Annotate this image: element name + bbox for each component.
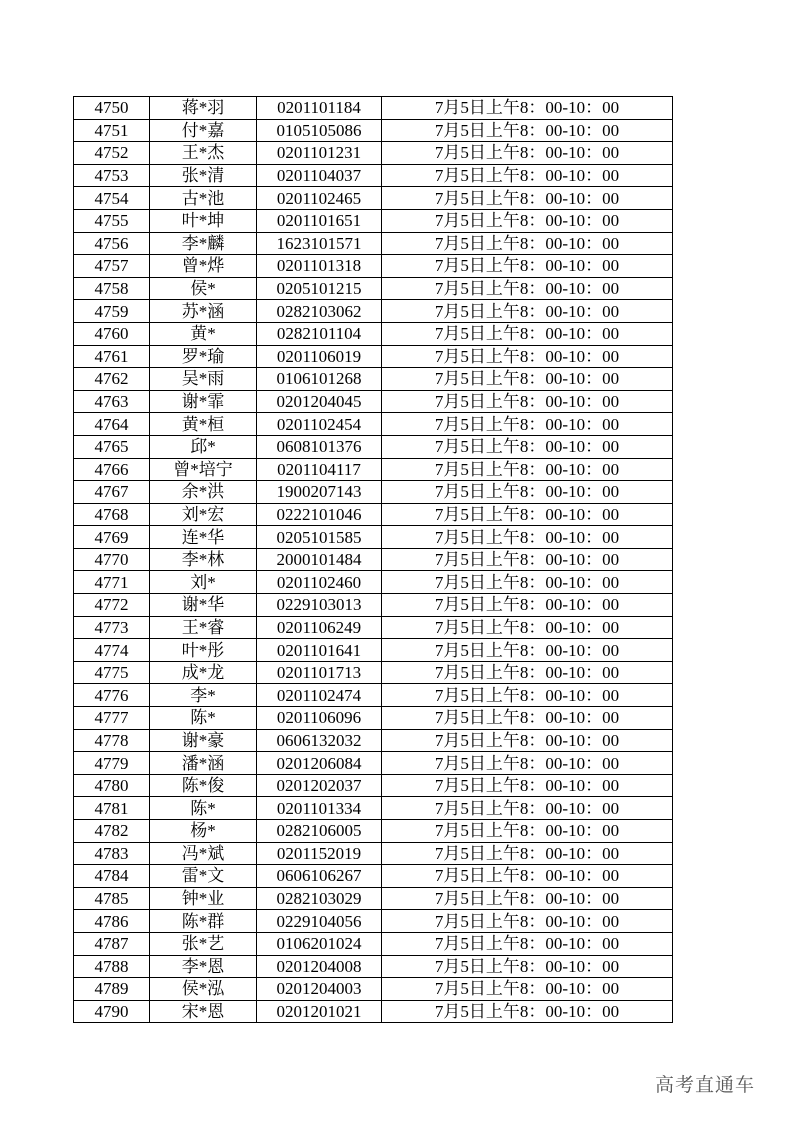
table-row (74, 752, 673, 775)
exam-time-cell: 7月5日上午8：00-10：00 (382, 978, 673, 1001)
roster-body (74, 97, 673, 1023)
exam-time-cell: 7月5日上午8：00-10：00 (382, 887, 673, 910)
id-number-cell: 0201102465 (257, 187, 382, 210)
name-cell: 冯*斌 (150, 842, 257, 865)
table-row (74, 413, 673, 436)
table-row (74, 481, 673, 504)
table-row (74, 594, 673, 617)
name-cell: 成*龙 (150, 661, 257, 684)
exam-time-cell: 7月5日上午8：00-10：00 (382, 707, 673, 730)
id-number-cell: 0201101231 (257, 142, 382, 165)
name-cell: 刘*宏 (150, 503, 257, 526)
id-number-cell: 0201102454 (257, 413, 382, 436)
id-number-cell: 0201101184 (257, 97, 382, 120)
exam-time-cell: 7月5日上午8：00-10：00 (382, 232, 673, 255)
id-number-cell: 1900207143 (257, 481, 382, 504)
exam-time-cell: 7月5日上午8：00-10：00 (382, 820, 673, 843)
id-number-cell: 0201104117 (257, 458, 382, 481)
name-cell: 陈* (150, 797, 257, 820)
name-cell: 王*杰 (150, 142, 257, 165)
name-cell: 刘* (150, 571, 257, 594)
row-number-cell: 4750 (74, 97, 150, 120)
name-cell: 王*睿 (150, 616, 257, 639)
table-row (74, 820, 673, 843)
row-number-cell: 4787 (74, 932, 150, 955)
table-row (74, 119, 673, 142)
exam-time-cell: 7月5日上午8：00-10：00 (382, 548, 673, 571)
row-number-cell: 4776 (74, 684, 150, 707)
row-number-cell: 4781 (74, 797, 150, 820)
id-number-cell: 0608101376 (257, 435, 382, 458)
name-cell: 黄*桓 (150, 413, 257, 436)
row-number-cell: 4752 (74, 142, 150, 165)
row-number-cell: 4764 (74, 413, 150, 436)
name-cell: 陈* (150, 707, 257, 730)
exam-time-cell: 7月5日上午8：00-10：00 (382, 209, 673, 232)
row-number-cell: 4788 (74, 955, 150, 978)
id-number-cell: 0282101104 (257, 322, 382, 345)
row-number-cell: 4769 (74, 526, 150, 549)
exam-time-cell: 7月5日上午8：00-10：00 (382, 865, 673, 888)
name-cell: 吴*雨 (150, 368, 257, 391)
id-number-cell: 0201202037 (257, 774, 382, 797)
table-row (74, 729, 673, 752)
id-number-cell: 0201201021 (257, 1000, 382, 1023)
table-row (74, 503, 673, 526)
id-number-cell: 0282106005 (257, 820, 382, 843)
table-row (74, 684, 673, 707)
table-row (74, 865, 673, 888)
row-number-cell: 4779 (74, 752, 150, 775)
exam-time-cell: 7月5日上午8：00-10：00 (382, 842, 673, 865)
id-number-cell: 0201101334 (257, 797, 382, 820)
row-number-cell: 4786 (74, 910, 150, 933)
id-number-cell: 0282103062 (257, 300, 382, 323)
table-row (74, 910, 673, 933)
id-number-cell: 0201204008 (257, 955, 382, 978)
name-cell: 李* (150, 684, 257, 707)
table-row (74, 1000, 673, 1023)
id-number-cell: 0201206084 (257, 752, 382, 775)
name-cell: 曾*培宁 (150, 458, 257, 481)
name-cell: 叶*坤 (150, 209, 257, 232)
row-number-cell: 4770 (74, 548, 150, 571)
table-row (74, 548, 673, 571)
row-number-cell: 4765 (74, 435, 150, 458)
exam-time-cell: 7月5日上午8：00-10：00 (382, 435, 673, 458)
id-number-cell: 0205101585 (257, 526, 382, 549)
row-number-cell: 4775 (74, 661, 150, 684)
exam-time-cell: 7月5日上午8：00-10：00 (382, 481, 673, 504)
exam-time-cell: 7月5日上午8：00-10：00 (382, 1000, 673, 1023)
name-cell: 叶*彤 (150, 639, 257, 662)
id-number-cell: 0201102460 (257, 571, 382, 594)
id-number-cell: 0106201024 (257, 932, 382, 955)
exam-time-cell: 7月5日上午8：00-10：00 (382, 729, 673, 752)
name-cell: 谢*霏 (150, 390, 257, 413)
exam-time-cell: 7月5日上午8：00-10：00 (382, 616, 673, 639)
name-cell: 潘*涵 (150, 752, 257, 775)
id-number-cell: 0606132032 (257, 729, 382, 752)
table-row (74, 616, 673, 639)
row-number-cell: 4760 (74, 322, 150, 345)
row-number-cell: 4771 (74, 571, 150, 594)
table-row (74, 932, 673, 955)
watermark-text: 高考直通车 (655, 1074, 756, 1096)
row-number-cell: 4758 (74, 277, 150, 300)
name-cell: 李*林 (150, 548, 257, 571)
exam-time-cell: 7月5日上午8：00-10：00 (382, 594, 673, 617)
table-row (74, 187, 673, 210)
exam-time-cell: 7月5日上午8：00-10：00 (382, 503, 673, 526)
id-number-cell: 0201101318 (257, 255, 382, 278)
exam-time-cell: 7月5日上午8：00-10：00 (382, 142, 673, 165)
exam-time-cell: 7月5日上午8：00-10：00 (382, 571, 673, 594)
id-number-cell: 0205101215 (257, 277, 382, 300)
exam-roster-table (73, 96, 673, 1023)
table-row (74, 209, 673, 232)
row-number-cell: 4766 (74, 458, 150, 481)
name-cell: 邱* (150, 435, 257, 458)
exam-time-cell: 7月5日上午8：00-10：00 (382, 345, 673, 368)
exam-time-cell: 7月5日上午8：00-10：00 (382, 752, 673, 775)
id-number-cell: 2000101484 (257, 548, 382, 571)
name-cell: 连*华 (150, 526, 257, 549)
row-number-cell: 4761 (74, 345, 150, 368)
table-row (74, 842, 673, 865)
exam-time-cell: 7月5日上午8：00-10：00 (382, 255, 673, 278)
row-number-cell: 4759 (74, 300, 150, 323)
table-row (74, 458, 673, 481)
row-number-cell: 4767 (74, 481, 150, 504)
table-row (74, 97, 673, 120)
table-row (74, 661, 673, 684)
exam-time-cell: 7月5日上午8：00-10：00 (382, 639, 673, 662)
table-row (74, 526, 673, 549)
name-cell: 曾*烨 (150, 255, 257, 278)
id-number-cell: 0201106249 (257, 616, 382, 639)
id-number-cell: 0201101713 (257, 661, 382, 684)
name-cell: 张*清 (150, 164, 257, 187)
id-number-cell: 0229104056 (257, 910, 382, 933)
name-cell: 侯*泓 (150, 978, 257, 1001)
row-number-cell: 4777 (74, 707, 150, 730)
id-number-cell: 0282103029 (257, 887, 382, 910)
table-row (74, 300, 673, 323)
exam-time-cell: 7月5日上午8：00-10：00 (382, 955, 673, 978)
name-cell: 张*艺 (150, 932, 257, 955)
id-number-cell: 1623101571 (257, 232, 382, 255)
name-cell: 蒋*羽 (150, 97, 257, 120)
name-cell: 李*恩 (150, 955, 257, 978)
name-cell: 陈*俊 (150, 774, 257, 797)
id-number-cell: 0201152019 (257, 842, 382, 865)
row-number-cell: 4785 (74, 887, 150, 910)
name-cell: 罗*瑜 (150, 345, 257, 368)
table-row (74, 277, 673, 300)
name-cell: 付*嘉 (150, 119, 257, 142)
row-number-cell: 4754 (74, 187, 150, 210)
table-row (74, 142, 673, 165)
exam-time-cell: 7月5日上午8：00-10：00 (382, 322, 673, 345)
row-number-cell: 4755 (74, 209, 150, 232)
exam-time-cell: 7月5日上午8：00-10：00 (382, 910, 673, 933)
name-cell: 谢*华 (150, 594, 257, 617)
name-cell: 谢*豪 (150, 729, 257, 752)
name-cell: 雷*文 (150, 865, 257, 888)
exam-time-cell: 7月5日上午8：00-10：00 (382, 164, 673, 187)
table-row (74, 345, 673, 368)
id-number-cell: 0606106267 (257, 865, 382, 888)
row-number-cell: 4757 (74, 255, 150, 278)
row-number-cell: 4753 (74, 164, 150, 187)
id-number-cell: 0201104037 (257, 164, 382, 187)
table-row (74, 435, 673, 458)
id-number-cell: 0201101651 (257, 209, 382, 232)
table-row (74, 774, 673, 797)
id-number-cell: 0201204045 (257, 390, 382, 413)
table-row (74, 978, 673, 1001)
exam-time-cell: 7月5日上午8：00-10：00 (382, 684, 673, 707)
row-number-cell: 4768 (74, 503, 150, 526)
row-number-cell: 4780 (74, 774, 150, 797)
name-cell: 宋*恩 (150, 1000, 257, 1023)
name-cell: 苏*涵 (150, 300, 257, 323)
id-number-cell: 0201101641 (257, 639, 382, 662)
table-row (74, 255, 673, 278)
exam-time-cell: 7月5日上午8：00-10：00 (382, 932, 673, 955)
row-number-cell: 4762 (74, 368, 150, 391)
row-number-cell: 4772 (74, 594, 150, 617)
name-cell: 侯* (150, 277, 257, 300)
id-number-cell: 0201106019 (257, 345, 382, 368)
id-number-cell: 0229103013 (257, 594, 382, 617)
table-row (74, 571, 673, 594)
table-row (74, 322, 673, 345)
row-number-cell: 4783 (74, 842, 150, 865)
id-number-cell: 0201204003 (257, 978, 382, 1001)
name-cell: 钟*业 (150, 887, 257, 910)
exam-time-cell: 7月5日上午8：00-10：00 (382, 119, 673, 142)
name-cell: 余*洪 (150, 481, 257, 504)
table-row (74, 955, 673, 978)
exam-time-cell: 7月5日上午8：00-10：00 (382, 187, 673, 210)
row-number-cell: 4789 (74, 978, 150, 1001)
exam-time-cell: 7月5日上午8：00-10：00 (382, 390, 673, 413)
row-number-cell: 4778 (74, 729, 150, 752)
name-cell: 李*麟 (150, 232, 257, 255)
table-row (74, 887, 673, 910)
row-number-cell: 4756 (74, 232, 150, 255)
exam-time-cell: 7月5日上午8：00-10：00 (382, 277, 673, 300)
id-number-cell: 0222101046 (257, 503, 382, 526)
table-row (74, 232, 673, 255)
table-row (74, 639, 673, 662)
exam-time-cell: 7月5日上午8：00-10：00 (382, 300, 673, 323)
name-cell: 陈*群 (150, 910, 257, 933)
name-cell: 黄* (150, 322, 257, 345)
exam-time-cell: 7月5日上午8：00-10：00 (382, 458, 673, 481)
id-number-cell: 0105105086 (257, 119, 382, 142)
id-number-cell: 0201106096 (257, 707, 382, 730)
table-row (74, 164, 673, 187)
exam-time-cell: 7月5日上午8：00-10：00 (382, 368, 673, 391)
table-row (74, 390, 673, 413)
exam-time-cell: 7月5日上午8：00-10：00 (382, 97, 673, 120)
exam-time-cell: 7月5日上午8：00-10：00 (382, 526, 673, 549)
row-number-cell: 4763 (74, 390, 150, 413)
id-number-cell: 0106101268 (257, 368, 382, 391)
exam-time-cell: 7月5日上午8：00-10：00 (382, 797, 673, 820)
name-cell: 杨* (150, 820, 257, 843)
table-row (74, 707, 673, 730)
exam-time-cell: 7月5日上午8：00-10：00 (382, 413, 673, 436)
table-row (74, 797, 673, 820)
row-number-cell: 4774 (74, 639, 150, 662)
row-number-cell: 4773 (74, 616, 150, 639)
name-cell: 古*池 (150, 187, 257, 210)
table-row (74, 368, 673, 391)
exam-time-cell: 7月5日上午8：00-10：00 (382, 774, 673, 797)
exam-time-cell: 7月5日上午8：00-10：00 (382, 661, 673, 684)
id-number-cell: 0201102474 (257, 684, 382, 707)
row-number-cell: 4790 (74, 1000, 150, 1023)
row-number-cell: 4782 (74, 820, 150, 843)
row-number-cell: 4784 (74, 865, 150, 888)
row-number-cell: 4751 (74, 119, 150, 142)
